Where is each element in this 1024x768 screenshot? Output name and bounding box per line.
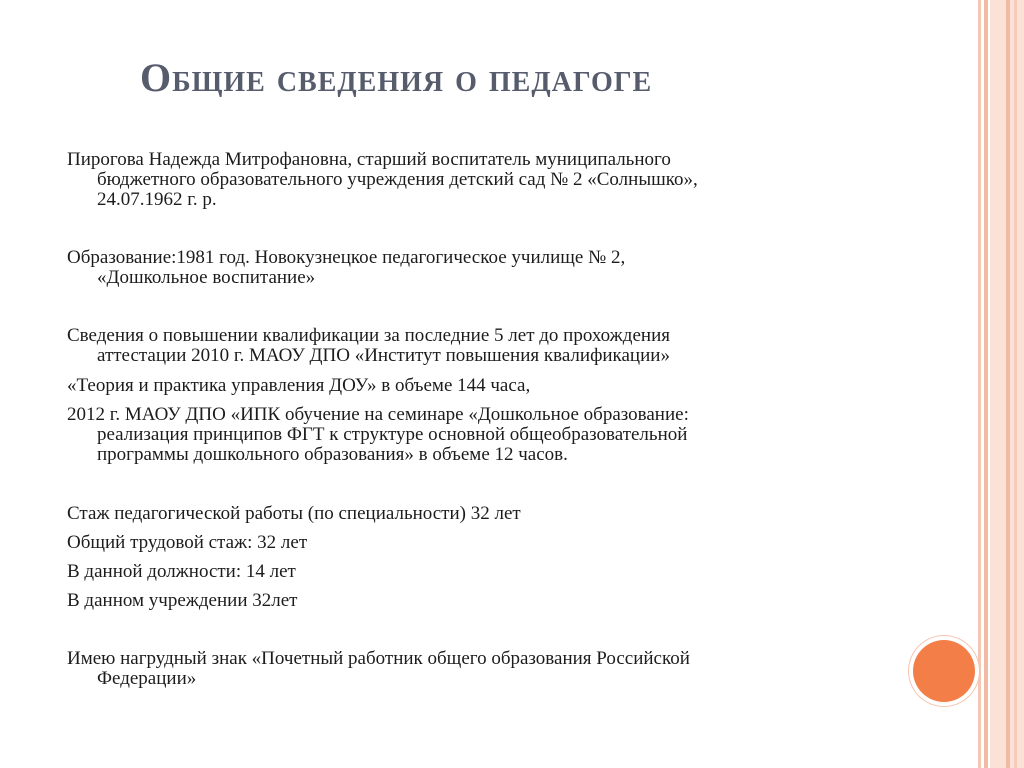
paragraph-teacher <box>67 150 698 210</box>
text-line: «Дошкольное воспитание» <box>97 267 316 288</box>
border-stripe <box>1006 0 1010 768</box>
paragraph-seminar <box>67 405 689 465</box>
border-stripe <box>984 0 988 768</box>
text-line: Сведения о повышении квалификации за последние 5 лет до прохождения <box>67 325 670 346</box>
paragraph-award <box>67 649 690 689</box>
paragraph-ped-experience <box>67 504 521 524</box>
text-line: 2012 г. МАОУ ДПО «ИПК обучение на семинаре «Дошкольное образование: <box>67 404 689 425</box>
border-stripe <box>978 0 981 768</box>
text-line: бюджетного образовательного учреждения детский сад № 2 «Солнышко», <box>97 169 698 190</box>
text-line: аттестации 2010 г. МАОУ ДПО «Институт повышения квалификации» <box>97 345 670 366</box>
border-stripe <box>1014 0 1017 768</box>
text-line: реализация принципов ФГТ к структуре основной общеобразовательной <box>97 424 688 445</box>
text-line: Пирогова Надежда Митрофановна, старший воспитатель муниципального <box>67 149 671 170</box>
paragraph-total-experience <box>67 533 307 553</box>
paragraph-position-experience <box>67 562 296 582</box>
decorative-circle <box>913 640 975 702</box>
text-line: «Теория и практика управления ДОУ» в объеме 144 часа, <box>67 375 531 396</box>
text-line: программы дошкольного образования» в объеме 12 часов. <box>97 444 568 465</box>
text-line: Имею нагрудный знак «Почетный работник общего образования Российской <box>67 648 690 669</box>
slide-title: Общие сведения о педагоге <box>140 55 653 100</box>
text-line: В данной должности: 14 лет <box>67 561 296 582</box>
paragraph-course <box>67 376 530 396</box>
paragraph-education <box>67 248 625 288</box>
paragraph-institution-experience <box>67 591 297 611</box>
text-line: Стаж педагогической работы (по специальности) 32 лет <box>67 503 521 524</box>
text-line: Федерации» <box>97 668 197 689</box>
text-line: В данном учреждении 32лет <box>67 590 298 611</box>
text-line: Общий трудовой стаж: 32 лет <box>67 532 308 553</box>
text-line: Образование:1981 год. Новокузнецкое педагогическое училище № 2, <box>67 247 626 268</box>
text-line: 24.07.1962 г. р. <box>97 189 217 210</box>
paragraph-qualification <box>67 326 670 366</box>
